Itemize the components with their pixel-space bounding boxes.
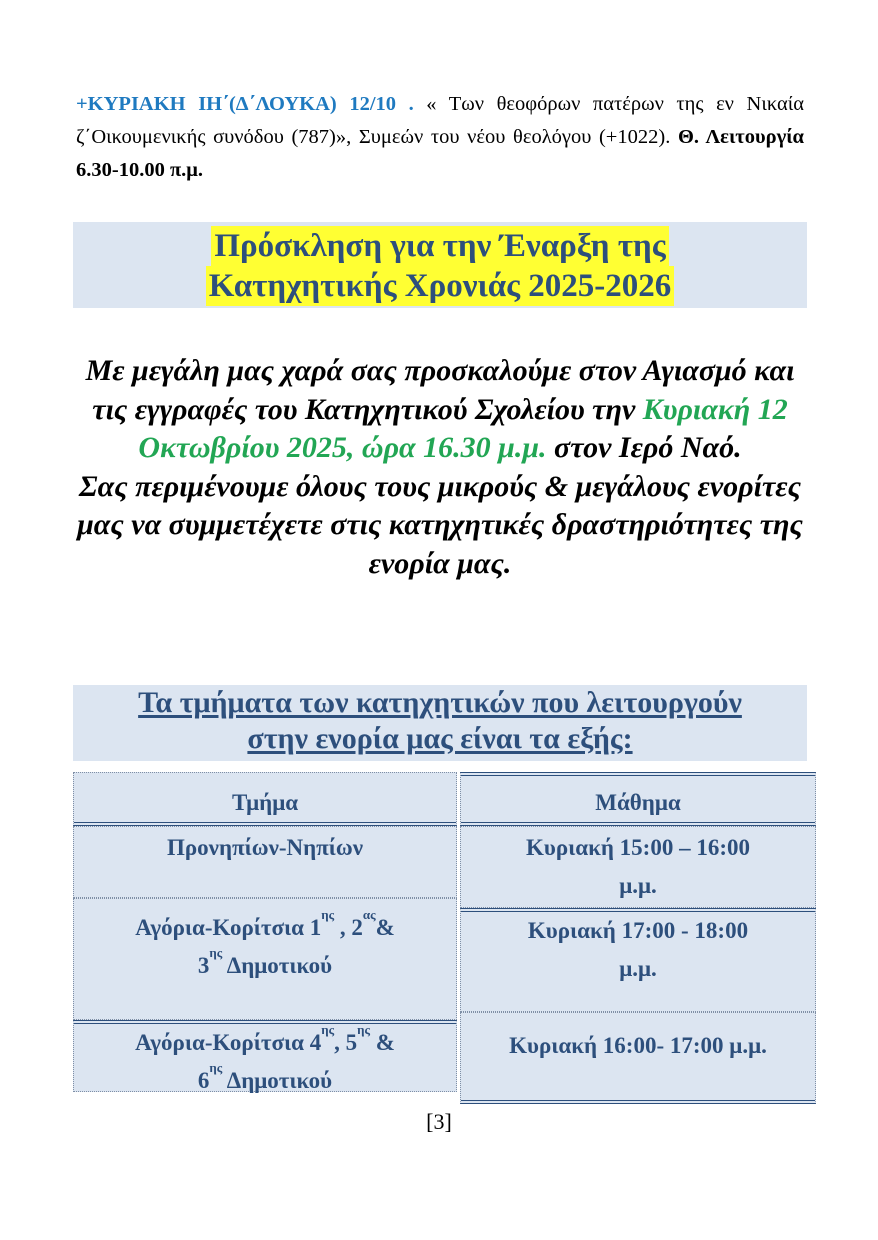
table-row-group-3 xyxy=(73,1020,457,1092)
liturgy-time: Θ. Λειτουργία 6.30-10.00 π.μ. xyxy=(76,126,804,181)
feast-announcement xyxy=(76,88,804,187)
invitation-part1: Με μεγάλη μας χαρά σας προσκαλούμε στον Αγιασμό και τις εγγραφές του Κατηχητικού Σχολείου την xyxy=(85,354,795,426)
group-name-part: Δημοτικού xyxy=(222,1068,333,1093)
lesson-time-suffix: μ.μ. xyxy=(619,873,657,898)
feast-text: « Των θεοφόρων πατέρων της εν Νικαία ζ΄Οικουμενικής συνόδου (787)», Συμεών του νέου θεολόγου (+1022). xyxy=(76,93,804,148)
ordinal-suffix: ης xyxy=(321,1022,335,1037)
table-row-group-2 xyxy=(73,898,457,1020)
table-row-lesson-3 xyxy=(460,1012,816,1104)
group-name-part: Αγόρια-Κορίτσια 4 xyxy=(135,1030,322,1055)
group-name: Προνηπίων-Νηπίων xyxy=(166,835,363,860)
sections-heading-line2: στην ενορία μας είναι τα εξής: xyxy=(247,722,633,755)
invitation-title-line2: Κατηχητικής Χρονιάς 2025-2026 xyxy=(206,266,675,306)
ordinal-suffix: ης xyxy=(209,945,223,960)
group-name-part: 6 xyxy=(197,1068,210,1093)
group-name-part: , 2 xyxy=(334,915,363,940)
table-row-group-1 xyxy=(73,826,457,898)
group-name-part: Δημοτικού xyxy=(222,953,333,978)
invitation-title-box xyxy=(73,222,807,308)
sections-heading-line1: Τα τμήματα των κατηχητικών που λειτουργούν xyxy=(138,686,742,719)
group-name-part: 3 xyxy=(197,953,210,978)
ordinal-suffix: ης xyxy=(209,1060,223,1075)
table-row-lesson-2 xyxy=(460,908,816,1012)
invitation-title-line1: Πρόσκληση για την Έναρξη της xyxy=(211,226,668,266)
ordinal-suffix: ας xyxy=(362,907,376,922)
group-name-part: , 5 xyxy=(334,1030,358,1055)
header-group: Τμήμα xyxy=(73,772,457,826)
ordinal-suffix: ης xyxy=(321,907,335,922)
sections-heading-box xyxy=(73,685,807,761)
schedule-table xyxy=(73,772,817,1106)
invitation-part2: στον Ιερό Ναό. xyxy=(546,431,742,464)
group-name-part: & xyxy=(375,915,395,940)
invitation-part3: Σας περιμένουμε όλους τους μικρούς & μεγάλους ενορίτες μας να συμμετέχετε στις κατηχητικές δραστηριότητες της ενορία μας. xyxy=(77,469,803,580)
lesson-time: Κυριακή 17:00 - 18:00 xyxy=(527,918,749,943)
header-lesson: Μάθημα xyxy=(460,772,816,826)
group-name-part: Αγόρια-Κορίτσια 1 xyxy=(135,915,322,940)
invitation-text xyxy=(76,352,804,583)
lesson-time: Κυριακή 15:00 – 16:00 xyxy=(525,835,750,860)
ordinal-suffix: ης xyxy=(357,1022,370,1037)
page-number: [3] xyxy=(426,1109,452,1134)
feast-heading: +ΚΥΡΙΑΚΗ ΙΗ΄(Δ΄ΛΟΥΚΑ) 12/10 . xyxy=(76,93,414,115)
invitation-date-highlight: Κυριακή 12 Οκτωβρίου 2025, ώρα 16.30 μ.μ. xyxy=(138,392,788,464)
lesson-time-suffix: μ.μ. xyxy=(619,956,657,981)
lesson-time: Κυριακή 16:00- 17:00 μ.μ. xyxy=(509,1033,767,1058)
group-name-part: & xyxy=(369,1030,395,1055)
table-row-lesson-1 xyxy=(460,826,816,908)
